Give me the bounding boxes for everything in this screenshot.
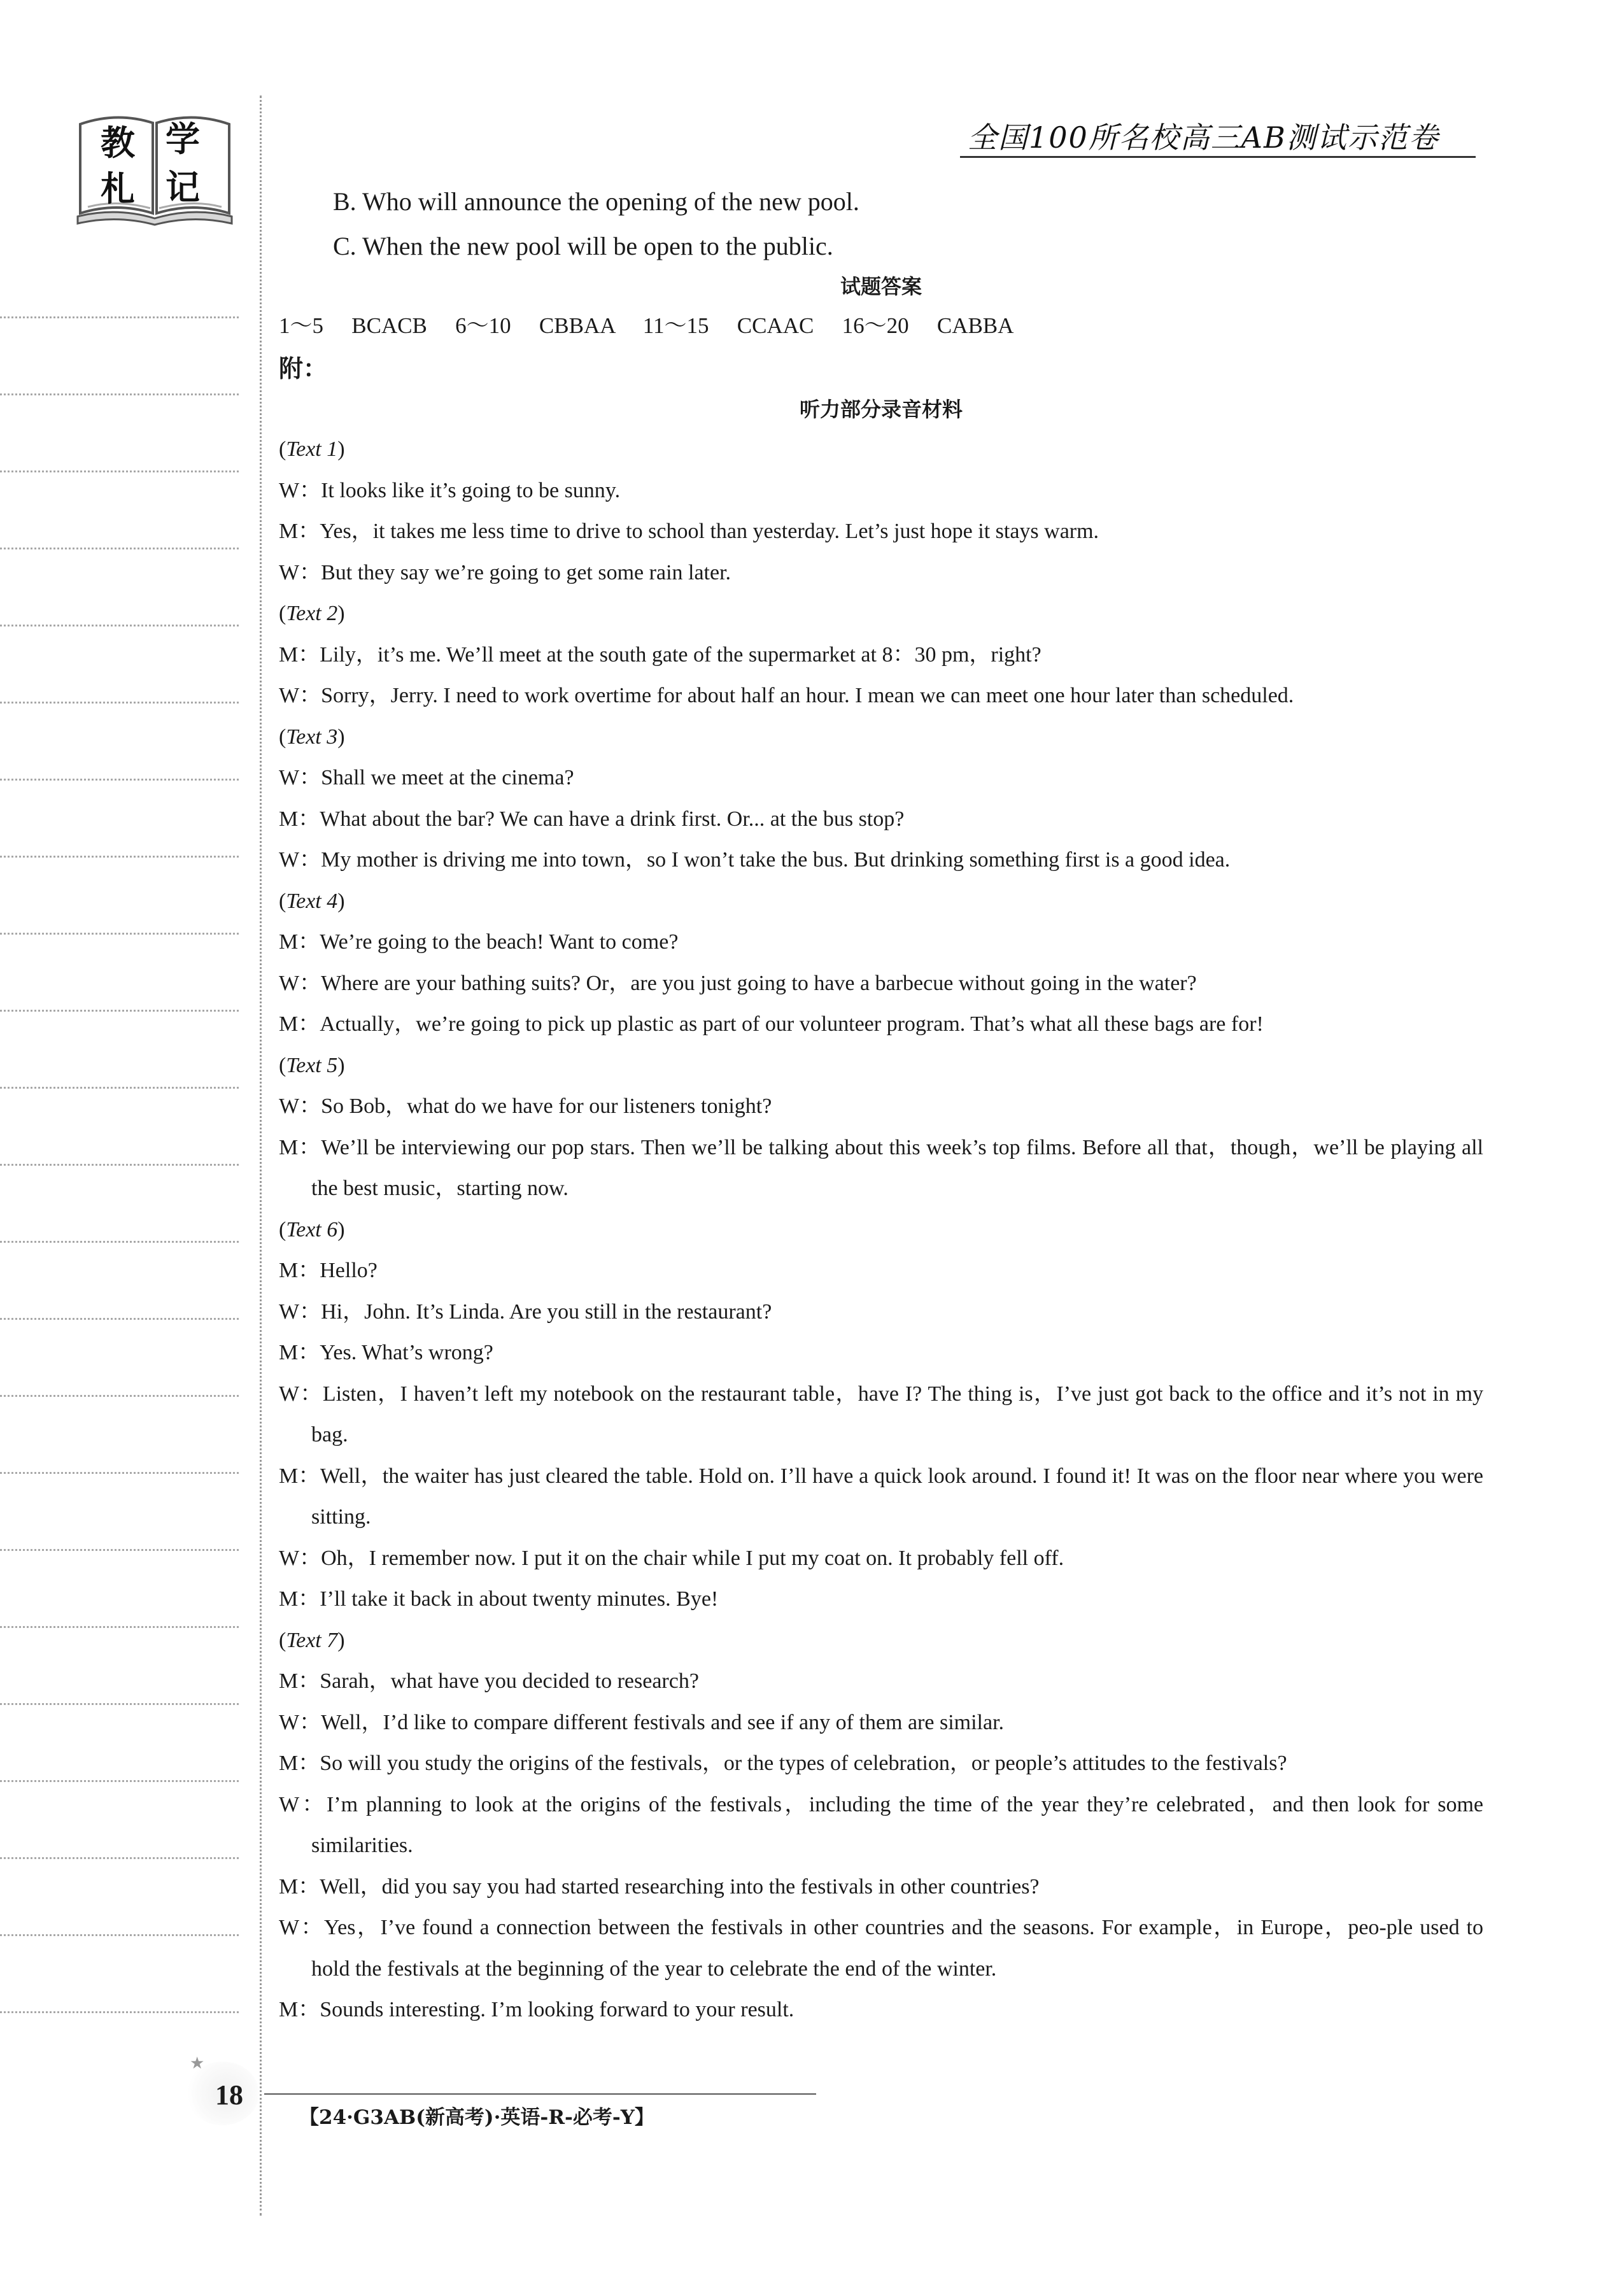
dialogue-line: W：Oh，I remember now. I put it on the chair while I put my coat on. It probably fell off. bbox=[279, 1546, 1064, 1570]
note-line bbox=[0, 1780, 239, 1782]
dialogue-line: M：Yes，it takes me less time to drive to school than yesterday. Let’s just hope it stays warm. bbox=[279, 520, 1099, 543]
text-label-value: Text 5 bbox=[286, 1053, 338, 1077]
page-number: 18 bbox=[215, 2079, 243, 2111]
text-label-value: Text 3 bbox=[286, 725, 338, 749]
text-label-value: Text 4 bbox=[286, 889, 338, 913]
note-line bbox=[0, 856, 239, 858]
note-line bbox=[0, 1241, 239, 1243]
note-line bbox=[0, 1395, 239, 1397]
dialogue-line: M：Sounds interesting. I’m looking forward to your result. bbox=[279, 1998, 794, 2021]
dialogue-line: W：But they say we’re going to get some rain later. bbox=[279, 560, 731, 584]
open-book-icon bbox=[75, 111, 234, 226]
notes-badge bbox=[75, 111, 234, 226]
text-label: (Text 1) bbox=[279, 437, 345, 461]
dialogue-line: M：We’ll be interviewing our pop stars. Then we’ll be talking about this week’s top films. Before all that，though，we’ll be playing all the best music，starting now. bbox=[279, 1135, 1483, 1200]
star-icon: ★ bbox=[190, 2054, 205, 2072]
text-label: (Text 2) bbox=[279, 602, 345, 625]
text-label: (Text 3) bbox=[279, 725, 345, 749]
text-label-value: Text 2 bbox=[286, 602, 338, 625]
text-label: (Text 4) bbox=[279, 889, 345, 913]
text-label: (Text 5) bbox=[279, 1053, 345, 1077]
dialogue-line: M：Actually，we’re going to pick up plastic as part of our volunteer program. That’s what all these bags are for! bbox=[279, 1012, 1264, 1036]
note-line bbox=[0, 316, 239, 318]
answer-key: 1～5 BCACB 6～10 CBBAA 11～15 CCAAC 16～20 CABBA bbox=[279, 313, 1014, 338]
answers-heading: 试题答案 bbox=[840, 274, 922, 299]
dialogue-line: W：My mother is driving me into town，so I won’t take the bus. But drinking something first is a good idea. bbox=[279, 848, 1231, 872]
note-line bbox=[0, 1472, 239, 1474]
dialogue-line: M：What about the bar? We can have a drink first. Or... at the bus stop? bbox=[279, 807, 905, 831]
dialogue-line: M：I’ll take it back in about twenty minutes. Bye! bbox=[279, 1587, 719, 1611]
column-divider bbox=[260, 96, 262, 2216]
note-line bbox=[0, 702, 239, 704]
note-line bbox=[0, 1857, 239, 1859]
dialogue-line: W：So Bob，what do we have for our listeners tonight? bbox=[279, 1094, 772, 1118]
note-line bbox=[0, 1010, 239, 1012]
note-line bbox=[0, 470, 239, 472]
dialogue-line: W：Well，I’d like to compare different festivals and see if any of them are similar. bbox=[279, 1710, 1005, 1734]
notes-column bbox=[0, 0, 261, 2271]
note-line bbox=[0, 779, 239, 781]
transcript-title: 听力部分录音材料 bbox=[799, 397, 963, 421]
note-line bbox=[0, 933, 239, 935]
dialogue-line: W：Where are your bathing suits? Or，are you just going to have a barbecue without going in the water? bbox=[279, 971, 1197, 995]
note-line bbox=[0, 1549, 239, 1551]
dialogue-line: W：Listen，I haven’t left my notebook on the restaurant table，have I? The thing is，I’ve just got back to the office and it’s not in my bag. bbox=[279, 1382, 1483, 1447]
note-line bbox=[0, 548, 239, 549]
dialogue-line: W：Sorry，Jerry. I need to work overtime for about half an hour. I mean we can meet one hour later than scheduled. bbox=[279, 684, 1294, 707]
transcript-body bbox=[279, 429, 1483, 2031]
text-label-value: Text 7 bbox=[286, 1628, 338, 1652]
header-title: 全国100所名校高三AB测试示范卷 bbox=[968, 120, 1439, 155]
dialogue-line: M：Well，did you say you had started researching into the festivals in other countries? bbox=[279, 1874, 1040, 1899]
note-line bbox=[0, 1164, 239, 1166]
dialogue-line: M：Well，the waiter has just cleared the table. Hold on. I’ll have a quick look around. I found it! It was on the floor near where you were sitting. bbox=[279, 1464, 1483, 1529]
dialogue-line: W：Hi，John. It’s Linda. Are you still in the restaurant? bbox=[279, 1299, 772, 1324]
dialogue-line: W：Shall we meet at the cinema? bbox=[279, 766, 574, 789]
note-line bbox=[0, 1318, 239, 1320]
note-line bbox=[0, 393, 239, 395]
dialogue-line: W：It looks like it’s going to be sunny. bbox=[279, 478, 621, 502]
dialogue-line: M：We’re going to the beach! Want to come? bbox=[279, 930, 679, 954]
dialogue-line: W：Yes，I’ve found a connection between the festivals in other countries and the seasons. For example，in Europe，peo-ple used to hold the festivals at the beginning of the year to celebrate the end of the winter. bbox=[279, 1916, 1483, 1981]
main-content bbox=[279, 180, 1483, 2031]
note-line bbox=[0, 1626, 239, 1628]
note-line bbox=[0, 1087, 239, 1089]
appendix-label: 附： bbox=[279, 355, 328, 383]
dialogue-line: M：Hello? bbox=[279, 1259, 378, 1282]
header-rule bbox=[960, 156, 1476, 158]
text-label-value: Text 6 bbox=[286, 1217, 338, 1242]
notes-char: 札 bbox=[101, 168, 135, 209]
notes-char: 记 bbox=[166, 167, 200, 208]
text-label-value: Text 1 bbox=[286, 437, 338, 461]
note-line bbox=[0, 2011, 239, 2013]
note-line bbox=[0, 1703, 239, 1705]
dialogue-line: M：So will you study the origins of the festivals，or the types of celebration，or people’s attitudes to the festivals? bbox=[279, 1751, 1287, 1775]
text-label: (Text 6) bbox=[279, 1217, 345, 1242]
dialogue-line: M：Lily，it’s me. We’ll meet at the south gate of the supermarket at 8：30 pm，right? bbox=[279, 642, 1041, 667]
dialogue-line: M：Yes. What’s wrong? bbox=[279, 1341, 493, 1364]
notes-char: 教 bbox=[101, 122, 135, 163]
footer-code: 【24·G3AB(新高考)·英语-R-必考-Y】 bbox=[299, 2106, 654, 2129]
footer-rule bbox=[264, 2093, 816, 2095]
dialogue-line: M：Sarah，what have you decided to research? bbox=[279, 1669, 699, 1693]
question-option: B. Who will announce the opening of the new pool. bbox=[333, 187, 859, 216]
note-line bbox=[0, 625, 239, 626]
notes-char: 学 bbox=[166, 118, 200, 159]
text-label: (Text 7) bbox=[279, 1628, 345, 1652]
note-line bbox=[0, 1934, 239, 1936]
dialogue-line: W：I’m planning to look at the origins of the festivals，including the time of the year they’re celebrated，and then look for some similarities. bbox=[279, 1792, 1483, 1857]
question-option: C. When the new pool will be open to the public. bbox=[333, 232, 833, 260]
